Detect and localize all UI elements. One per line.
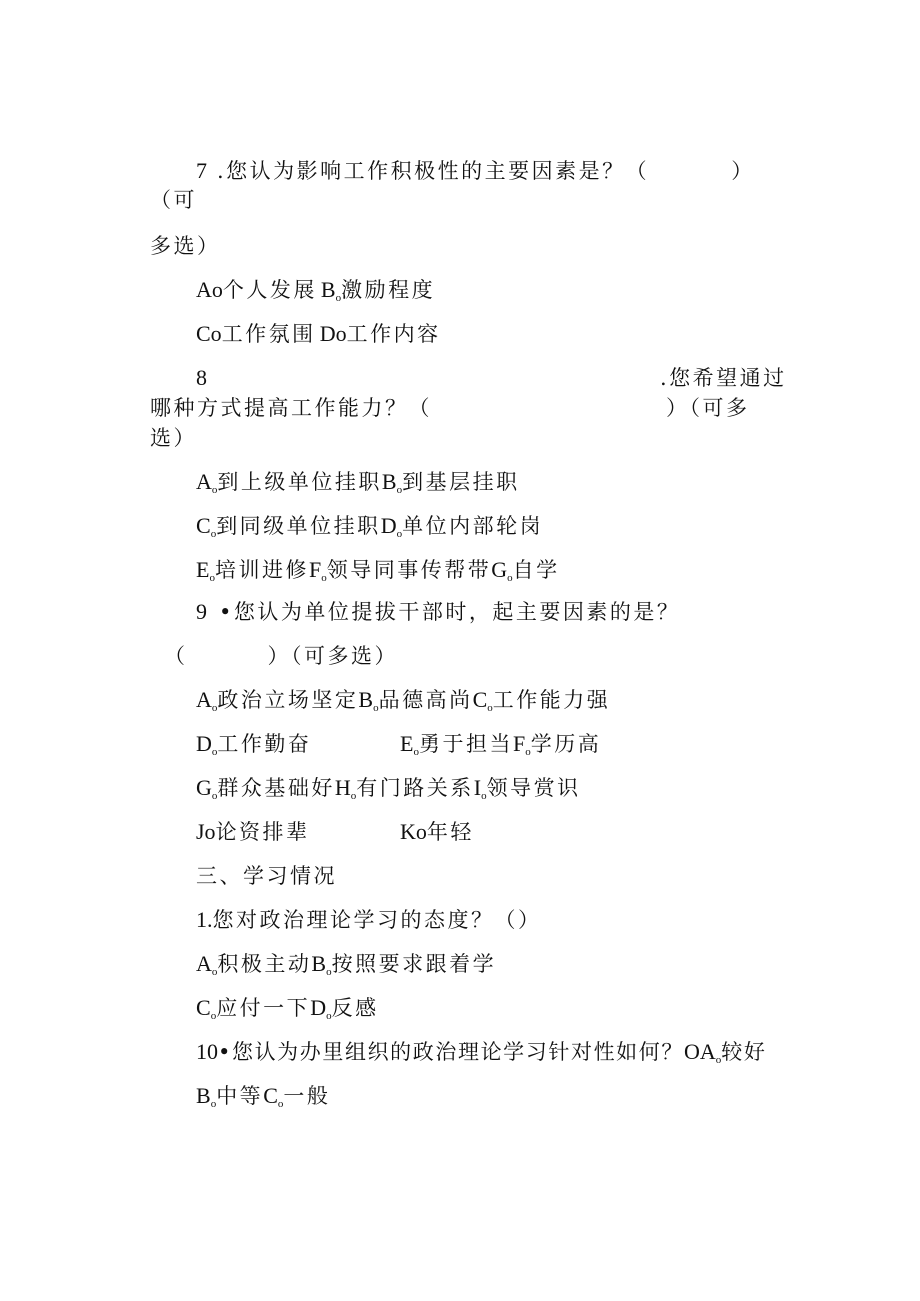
q8-option-text: 到同级单位挂职 [216,514,381,538]
s1-option-text: 积极主动 [217,952,312,976]
q9-option-letter: E [400,731,414,756]
q7-line1 [196,157,755,185]
section-title: 三、学习情况 [196,864,337,888]
q9-options-row4b [400,818,474,846]
q8-option-sub: o [321,572,327,584]
s10-option-letter: OA [684,1039,716,1064]
s1-number: 1. [196,907,213,932]
q8-option-text: 自学 [512,558,560,582]
q9-option-sub: o [413,746,419,758]
s10-question-text: •您认为办里组织的政治理论学习针对性如何？ [218,1040,684,1064]
q8-options-row1 [196,468,520,504]
s10-option-text: 一般 [283,1084,331,1108]
q8-option-letter: A [196,469,212,494]
q9-options-row4 [196,818,310,846]
q9-option-letter: I [473,775,482,800]
q8-option-letter: D [380,513,397,538]
q7-option-letter: B [320,277,336,302]
s10-option-sub: o [715,1054,722,1066]
q7-option-text: 激励程度 [341,278,436,302]
q7-multi-select-hint-cont: 多选） [150,234,221,258]
q9-options-row3 [196,774,581,810]
q9-option-letter: D [196,731,212,756]
s10-line1 [196,1038,766,1074]
s1-option-sub: o [326,966,332,978]
s10-option-sub: o [277,1098,284,1110]
q9-option-sub: o [211,790,218,802]
q8-question-text-cont: 哪种方式提高工作能力？（ [150,396,432,420]
q7-option-text: 工作内容 [346,322,441,346]
q9-option-letter: G [196,775,212,800]
q9-option-text: 论资排辈 [215,820,310,844]
s1-options-row1 [196,950,496,986]
q8-option-letter: G [491,557,508,582]
q8-option-sub: o [210,528,217,540]
s10-option-letter: C [263,1083,278,1108]
q7-question-text: .您认为影响工作积极性的主要因素是？（ [217,159,650,183]
q8-option-letter: C [196,513,211,538]
q9-question-text: •您认为单位提拔干部时，起主要因素的是？ [219,600,681,624]
q7-line2 [150,186,197,214]
q7-number: 7 [196,158,207,183]
s1-option-text: 反感 [331,996,379,1020]
q9-option-sub: o [350,790,357,802]
q9-option-sub: o [525,746,531,758]
q7-option-text: 个人发展 [222,278,317,302]
q9-option-sub: o [211,702,218,714]
q7-option-letter: Do [319,321,347,346]
q9-option-letter: H [334,775,351,800]
q8-number-line [196,364,207,392]
q9-option-text: 工作勤奋 [217,732,312,756]
q8-multi-select-hint-cont: 选） [150,426,197,450]
s1-option-letter: D [310,995,327,1020]
q8-option-sub: o [209,572,215,584]
q9-option-sub: o [373,702,379,714]
q8-line3 [150,424,197,452]
q8-option-text: 单位内部轮岗 [402,514,544,538]
q8-option-text: 到基层挂职 [402,470,520,494]
s1-option-letter: A [196,951,212,976]
q9-line2 [164,642,398,670]
q9-option-text: 政治立场坚定 [217,688,359,712]
s10-options-row [196,1082,330,1118]
s10-option-text: 中等 [216,1084,264,1108]
q9-option-text: 有门路关系 [356,776,474,800]
s1-option-sub: o [211,966,218,978]
s1-question-text: 您对政治理论学习的态度？（） [212,908,542,932]
s10-option-text: 较好 [721,1040,767,1064]
q9-option-sub: o [211,746,218,758]
q9-option-text: 勇于担当 [418,732,513,756]
s1-option-letter: C [196,995,211,1020]
q8-options-row2 [196,512,543,548]
q8-option-letter: E [196,557,210,582]
q9-options-row2b [400,730,601,766]
s1-options-row2 [196,994,379,1030]
q9-option-text: 品德高尚 [378,688,473,712]
s1-option-letter: B [311,951,327,976]
s1-line1 [196,906,542,934]
q7-option-sub: o [335,292,342,304]
q8-question-right [660,364,787,392]
q9-option-sub: o [481,790,487,802]
s1-option-sub: o [210,1010,217,1022]
q8-option-letter: B [381,469,397,494]
q8-option-text: 到上级单位挂职 [217,470,382,494]
q8-option-sub: o [507,572,513,584]
q7-option-letter: Co [196,321,222,346]
q9-option-letter: A [196,687,212,712]
q8-option-text: 领导同事传帮带 [326,558,492,582]
q8-question-text: .您希望通过 [660,366,787,390]
s1-option-text: 应付一下 [216,996,311,1020]
q7-close-paren: ） [731,159,755,183]
q9-option-letter: C [472,687,488,712]
q9-open-paren: （ [164,644,188,668]
q9-line1 [196,598,680,626]
q9-option-sub: o [487,702,493,714]
q8-option-text: 培训进修 [214,558,309,582]
s1-option-text: 按照要求跟着学 [331,952,497,976]
q8-option-sub: o [396,484,403,496]
section-heading [196,862,337,890]
q9-number: 9 [196,599,207,624]
q9-option-text: 学历高 [530,732,602,756]
q9-options-row2 [196,730,311,766]
q7-multi-select-hint: （可 [150,188,197,212]
q8-line2 [150,394,750,422]
q7-line3 [150,232,221,260]
q8-option-sub: o [396,528,403,540]
s1-option-sub: o [326,1010,332,1022]
q9-option-letter: Jo [196,819,216,844]
q8-options-row3 [196,556,560,592]
q8-number: 8 [196,365,207,390]
q9-option-text: 群众基础好 [217,776,335,800]
q7-option-text: 工作氛围 [221,322,316,346]
q9-option-letter: Ko [400,819,427,844]
q9-option-text: 工作能力强 [492,688,611,712]
s10-number: 10 [196,1039,218,1064]
q8-multi-select-hint: ）（可多 [666,396,750,420]
q7-options-row1 [196,276,435,312]
q7-options-row2 [196,320,441,348]
q9-option-text: 领导赏识 [486,776,581,800]
q9-option-text: 年轻 [426,820,474,844]
q9-option-letter: F [512,731,526,756]
q7-option-letter: Ao [196,277,223,302]
s10-option-sub: o [210,1098,217,1110]
q8-option-sub: o [211,484,218,496]
s10-option-letter: B [196,1083,211,1108]
q9-multi-select-hint: ）（可多选） [267,644,398,668]
q9-options-row1 [196,686,610,722]
q8-option-letter: F [308,557,322,582]
q9-option-letter: B [358,687,374,712]
